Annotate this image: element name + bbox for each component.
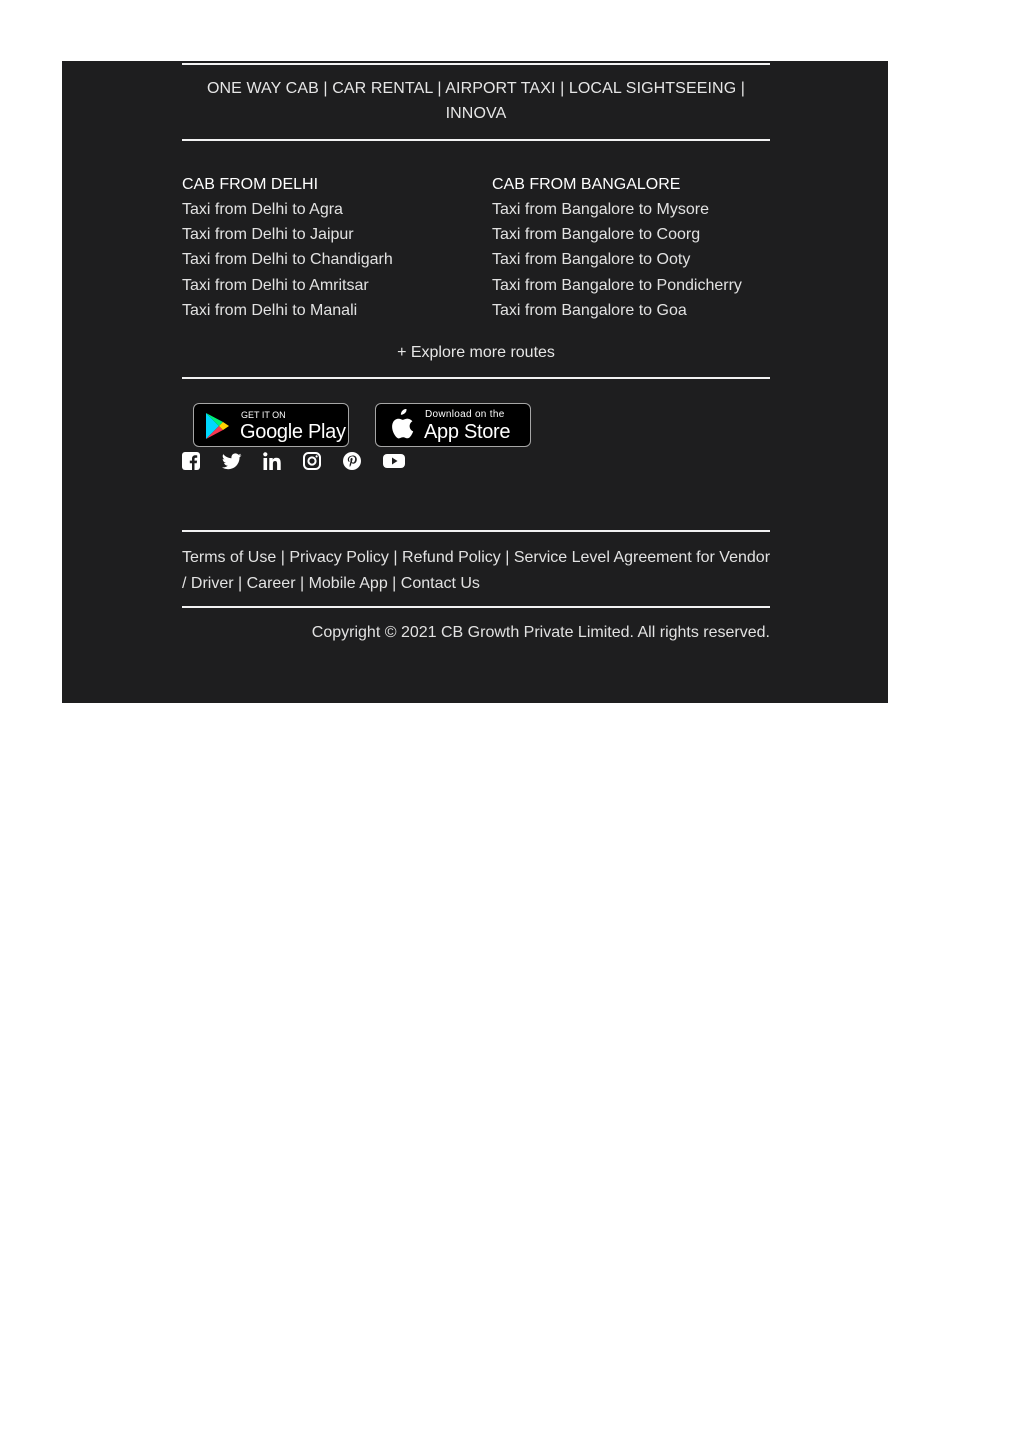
apple-icon xyxy=(388,409,414,441)
mobile-app-link[interactable]: Mobile App xyxy=(308,574,388,592)
refund-policy-link[interactable]: Refund Policy xyxy=(402,549,501,566)
privacy-policy-link[interactable]: Privacy Policy xyxy=(289,549,389,566)
route-link[interactable]: Taxi from Delhi to Manali xyxy=(182,301,358,319)
app-store-small-text: Download on the xyxy=(425,409,505,420)
divider xyxy=(182,377,770,379)
divider xyxy=(182,63,770,65)
site-footer xyxy=(62,61,888,703)
separator: | xyxy=(500,549,514,566)
separator: | xyxy=(233,574,247,592)
separator: | xyxy=(295,574,309,592)
route-link[interactable]: Taxi from Delhi to Chandigarh xyxy=(182,251,393,269)
services-nav xyxy=(182,76,770,126)
linkedin-icon[interactable] xyxy=(263,452,283,472)
route-link[interactable]: Taxi from Delhi to Jaipur xyxy=(182,226,354,244)
contact-us-link[interactable]: Contact Us xyxy=(400,574,480,592)
explore-more-routes-link[interactable]: + Explore more routes xyxy=(397,344,555,361)
copyright-text: Copyright © 2021 CB Growth Private Limited. All rights reserved. xyxy=(311,624,770,641)
delhi-routes xyxy=(182,175,482,323)
divider xyxy=(182,530,770,532)
divider xyxy=(182,606,770,608)
delhi-routes-title: CAB FROM DELHI xyxy=(182,176,319,193)
route-link[interactable]: Taxi from Bangalore to Goa xyxy=(492,301,687,319)
separator: | xyxy=(276,549,290,566)
career-link[interactable]: Career xyxy=(246,574,296,592)
route-link[interactable]: Taxi from Bangalore to Ooty xyxy=(492,251,691,269)
route-link[interactable]: Taxi from Bangalore to Mysore xyxy=(492,201,709,218)
youtube-icon[interactable] xyxy=(383,452,403,472)
sla-link[interactable]: Service Level Agreement for Vendor / Driver xyxy=(182,549,771,592)
separator: | xyxy=(387,574,401,592)
terms-of-use-link[interactable]: Terms of Use xyxy=(182,549,277,566)
facebook-icon[interactable] xyxy=(182,452,202,472)
legal-links xyxy=(182,545,770,596)
route-link[interactable]: Taxi from Bangalore to Pondicherry xyxy=(492,276,742,294)
route-link[interactable]: Taxi from Bangalore to Coorg xyxy=(492,226,701,244)
google-play-small-text: GET IT ON xyxy=(241,410,286,420)
services-line-2[interactable]: INNOVA xyxy=(445,105,507,122)
services-line-1[interactable]: ONE WAY CAB | CAR RENTAL | AIRPORT TAXI | LOCAL SIGHTSEEING | xyxy=(206,80,746,97)
google-play-button[interactable] xyxy=(193,403,349,447)
route-link[interactable]: Taxi from Delhi to Amritsar xyxy=(182,276,369,294)
app-store-button[interactable] xyxy=(375,403,531,447)
twitter-icon[interactable] xyxy=(222,452,242,472)
google-play-icon xyxy=(203,412,231,440)
instagram-icon[interactable] xyxy=(303,452,323,472)
divider xyxy=(182,139,770,141)
separator: | xyxy=(388,549,403,566)
bangalore-routes xyxy=(492,175,792,323)
route-link[interactable]: Taxi from Delhi to Agra xyxy=(182,201,343,218)
app-store-big-text: App Store xyxy=(424,421,511,443)
bangalore-routes-title: CAB FROM BANGALORE xyxy=(492,176,681,193)
google-play-big-text: Google Play xyxy=(240,421,346,443)
pinterest-icon[interactable] xyxy=(343,452,363,472)
